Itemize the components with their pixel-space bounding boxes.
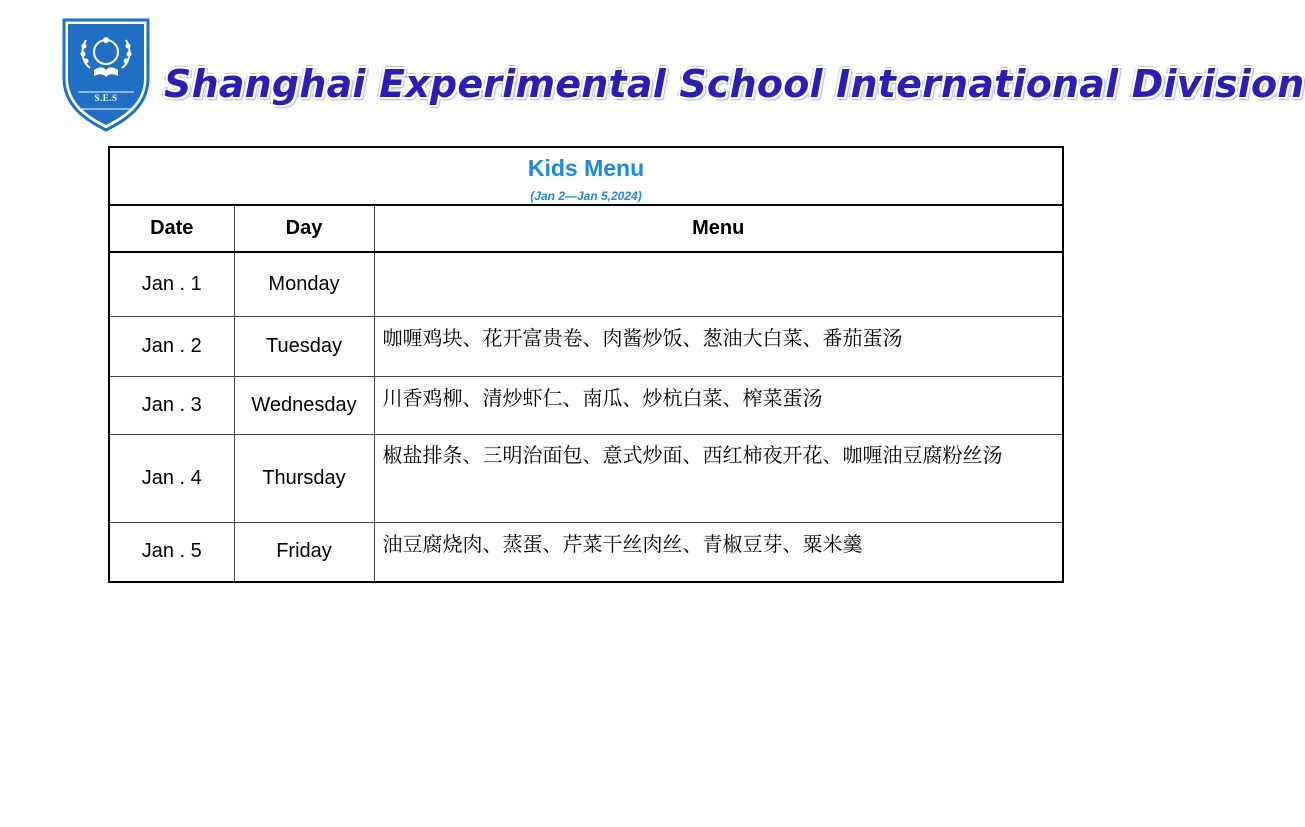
school-logo	[60, 16, 152, 132]
row-menu: 川香鸡柳、清炒虾仁、南瓜、炒杭白菜、榨菜蛋汤	[374, 376, 1063, 434]
row-date: Jan . 1	[109, 252, 234, 316]
table-row	[109, 434, 1063, 522]
row-day: Monday	[234, 252, 374, 316]
row-menu: 油豆腐烧肉、蒸蛋、芹菜干丝肉丝、青椒豆芽、粟米羹	[374, 522, 1063, 582]
school-name: Shanghai Experimental School International Division	[164, 62, 1305, 106]
menu-date-range: (Jan 2—Jan 5,2024)	[530, 189, 642, 203]
row-date: Jan . 2	[109, 316, 234, 376]
row-menu: 咖喱鸡块、花开富贵卷、肉酱炒饭、葱油大白菜、番茄蛋汤	[374, 316, 1063, 376]
row-date: Jan . 3	[109, 376, 234, 434]
column-header-day: Day	[234, 205, 374, 252]
shield-icon	[60, 16, 152, 132]
kids-menu-table	[108, 146, 1064, 583]
row-menu	[374, 252, 1063, 316]
row-day: Wednesday	[234, 376, 374, 434]
table-row	[109, 522, 1063, 582]
column-header-date: Date	[109, 205, 234, 252]
row-menu: 椒盐排条、三明治面包、意式炒面、西红柿夜开花、咖喱油豆腐粉丝汤	[374, 434, 1063, 522]
row-day: Friday	[234, 522, 374, 582]
table-row	[109, 252, 1063, 316]
column-header-menu: Menu	[374, 205, 1063, 252]
row-date: Jan . 4	[109, 434, 234, 522]
table-title-cell	[109, 147, 1063, 205]
row-day: Tuesday	[234, 316, 374, 376]
row-day: Thursday	[234, 434, 374, 522]
table-title-row	[109, 147, 1063, 205]
logo-text: S.E.S	[94, 93, 118, 103]
table-row	[109, 316, 1063, 376]
table-row	[109, 376, 1063, 434]
row-date: Jan . 5	[109, 522, 234, 582]
table-header-row	[109, 205, 1063, 252]
menu-title: Kids Menu	[527, 155, 645, 181]
